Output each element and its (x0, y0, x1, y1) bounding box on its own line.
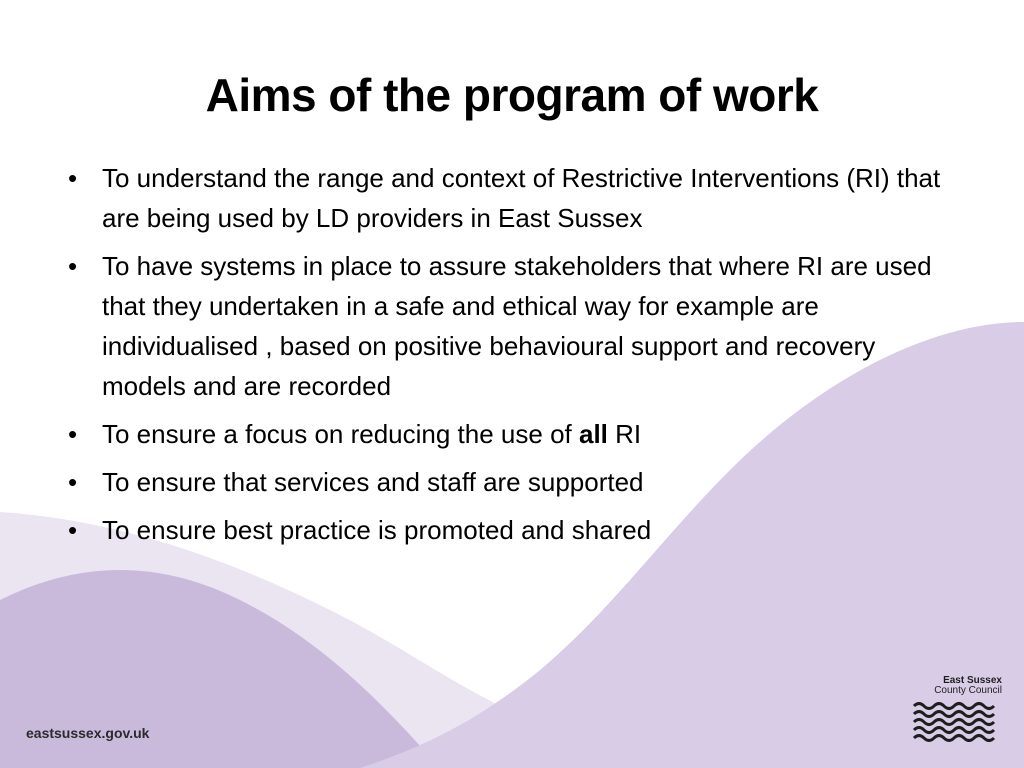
bullet-text-post: RI (607, 419, 642, 449)
footer-url: eastsussex.gov.uk (26, 725, 150, 741)
bullet-text: To understand the range and context of Restrictive Interventions (RI) that are being used by LD providers in East Sussex (102, 163, 941, 233)
logo-line1: East Sussex (943, 675, 1002, 686)
bullet-text: To ensure best practice is promoted and shared (102, 515, 652, 545)
bullet-item (62, 158, 962, 238)
bullet-text: To have systems in place to assure stakeholders that where RI are used that they undertaken in a safe and ethical way for example are individualised , based on positive behavioural support and recovery models and are recorded (102, 251, 932, 401)
logo-line2: County Council (934, 685, 1002, 696)
bullet-text-pre: To ensure a focus on reducing the use of (102, 419, 579, 449)
bullet-list (62, 158, 962, 558)
bullet-glyph: • (68, 515, 78, 545)
logo-text (912, 676, 1002, 696)
bullet-item (62, 414, 962, 454)
bullet-item (62, 246, 962, 406)
slide-title: Aims of the program of work (205, 69, 819, 121)
bullet-item (62, 462, 962, 502)
bullet-item (62, 510, 962, 550)
waves-icon (912, 700, 1002, 742)
bullet-glyph: • (68, 163, 78, 193)
bullet-text-bold: all (578, 419, 608, 449)
council-logo (912, 676, 1002, 744)
bullet-text: To ensure that services and staff are supported (102, 467, 644, 497)
bullet-glyph: • (68, 419, 78, 449)
bullet-glyph: • (68, 467, 78, 497)
bullet-glyph: • (68, 251, 78, 281)
